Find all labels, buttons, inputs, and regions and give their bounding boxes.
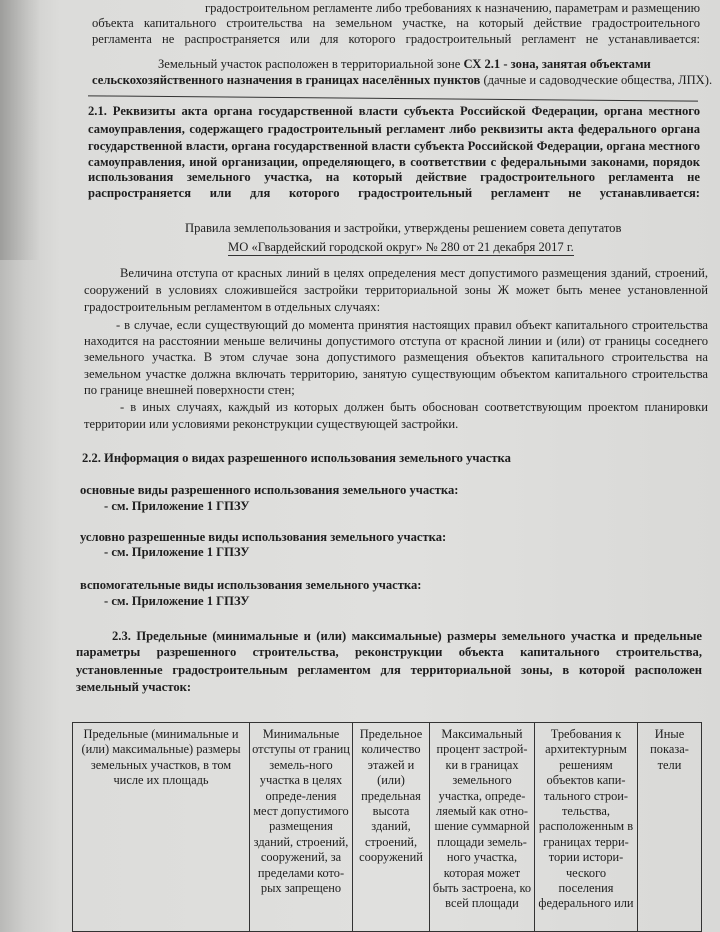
page-fold-shadow — [0, 0, 40, 260]
zone-line-2: сельскохозяйственного назначения в границах населённых пунктов (дачные и садоводческие общества, ЛПХ). — [92, 73, 713, 87]
header-cell: Иные показа-тели — [638, 723, 702, 932]
offset-line: сооружений в условиях сложившейся застройки территориальной зоны Ж может быть менее установленной — [84, 283, 708, 297]
main-uses-label: основные виды разрешенного использования земельного участка: — [80, 483, 459, 497]
auxiliary-uses-value: - см. Приложение 1 ГПЗУ — [104, 594, 250, 608]
offset-line: Величина отступа от красных линий в целях определения мест допустимого размещения зданий, строений, — [120, 266, 708, 280]
rules-line-1: Правила землепользования и застройки, утверждены решением совета депутатов — [185, 221, 622, 235]
auxiliary-uses-label: вспомогательные виды использования земельного участка: — [80, 578, 422, 592]
main-uses-value: - см. Приложение 1 ГПЗУ — [104, 499, 250, 513]
s21-line: самоуправления, иной организации, определяющего, в соответствии с федеральными законами, порядок — [88, 155, 700, 169]
conditional-uses-label: условно разрешенные виды использования земельного участка: — [80, 530, 447, 544]
s21-line: использования земельного участка, на который действие градостроительного регламента не — [88, 170, 700, 184]
rules-line-2: МО «Гвардейский городской округ» № 280 от 21 декабря 2017 г. — [228, 240, 574, 254]
header-cell: Требования к архитектурным решениям объектов капи-тального строи-тельства, расположенным в границах терри-тории истори-ческого поселения федерального или — [535, 723, 638, 932]
s23-line: земельный участок: — [76, 680, 192, 694]
offset-line: градостроительным регламентом в отдельных случаях: — [84, 300, 381, 314]
zone-line-1: Земельный участок расположен в территориальной зоне СХ 2.1 - зона, занятая объектами — [158, 57, 651, 71]
intro-line: объекта капитального строительства на земельном участке, на который действие градостроительного — [92, 16, 700, 30]
offset-line: - в случае, если существующий до момента принятия настоящих правил объект капитального строительства — [116, 318, 708, 332]
s22-heading: 2.2. Информация о видах разрешенного использования земельного участка — [82, 451, 511, 465]
underline-divider — [88, 95, 698, 101]
s21-line: распространяется или для которого градостроительный регламент не устанавливается: — [88, 186, 700, 200]
s21-line: самоуправления, содержащего градостроительный регламент либо реквизиты акта федерального органа — [88, 122, 700, 136]
table-header-row — [73, 723, 702, 932]
header-cell: Минимальные отступы от границ земель-ного участка в целях опреде-ления мест допустимого размещения зданий, строений, сооружений, за пределами кото-рых запрещено — [250, 723, 353, 932]
parameters-table — [72, 722, 702, 932]
s21-line: государственной власти, органа государственной власти субъекта Российской Федерации, органа местного — [88, 139, 700, 153]
header-cell: Предельное количество этажей и (или) предельная высота зданий, строений, сооружений — [353, 723, 430, 932]
offset-line: земельном участке должна включать территорию, занятую существующим объектом капитального строительства — [84, 367, 708, 381]
offset-line: - в иных случаях, каждый из которых должен быть обоснован соответствующим проектом планировки — [120, 400, 708, 414]
offset-line: находится на расстоянии меньше величины допустимого отступа от красной линии и (или) от границы соседнего — [84, 334, 708, 348]
offset-line: земельного участка. В этом случае зона допустимого размещения объектов капитального строительства на — [84, 350, 708, 364]
intro-line: градостроительном регламенте либо требованиях к назначению, параметрам и размещению — [205, 1, 700, 15]
intro-line: регламента не распространяется или для которого градостроительный регламент не устанавливается: — [92, 32, 700, 46]
s23-line: установленные градостроительным регламентом для территориальной зоны, в которой расположен — [76, 663, 702, 677]
s23-line: 2.3. Предельные (минимальные и (или) максимальные) размеры земельного участка и предельные — [112, 629, 702, 643]
conditional-uses-value: - см. Приложение 1 ГПЗУ — [104, 545, 250, 559]
s23-line: параметры разрешенного строительства, реконструкции объекта капитального строительства, — [76, 645, 702, 659]
s21-line: 2.1. Реквизиты акта органа государственной власти субъекта Российской Федерации, органа местного — [88, 104, 700, 118]
offset-line: территории или условиями реконструкции существующей застройки. — [84, 417, 459, 431]
header-cell: Предельные (минимальные и (или) максимальные) размеры земельных участков, в том числе их площадь — [73, 723, 250, 932]
header-cell: Максимальный процент застрой-ки в границах земельного участка, опреде-ляемый как отно-шение суммарной площади земель-ного участка, которая может быть застроена, ко всей площади — [430, 723, 535, 932]
offset-line: по границе внешней поверхности стен; — [84, 383, 295, 397]
